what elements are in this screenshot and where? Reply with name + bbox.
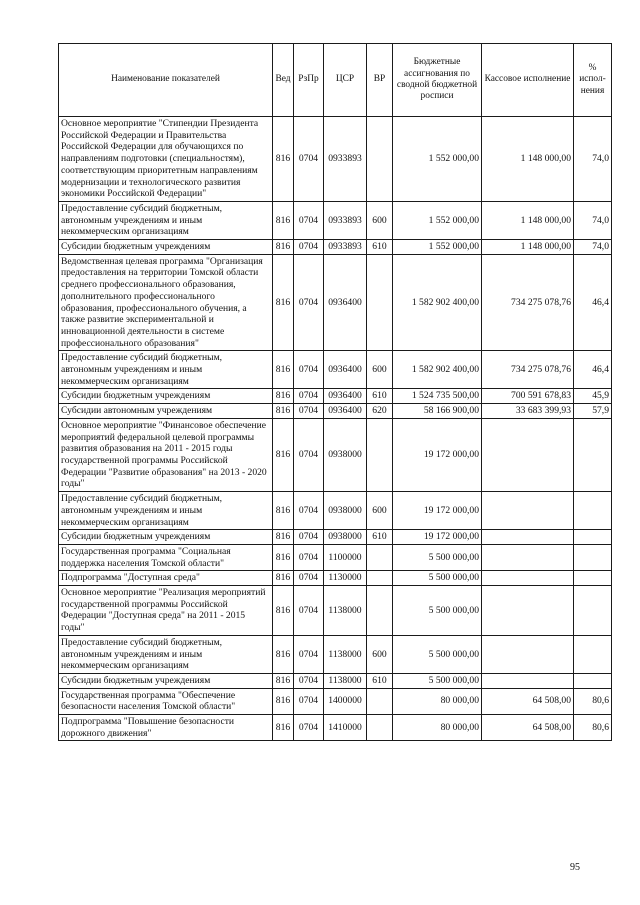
col-header-assign: Бюджетные ассигнования по сводной бюджетной росписи [393,44,482,117]
row-name: Подпрограмма "Доступная среда" [59,571,273,586]
row-ved: 816 [273,117,294,202]
row-assign: 1 552 000,00 [393,201,482,239]
row-vr [367,688,393,714]
table-row [59,418,612,491]
row-rzpr: 0704 [294,530,324,545]
row-vr [367,715,393,741]
row-exec [482,530,574,545]
row-vr: 620 [367,404,393,419]
row-exec [482,418,574,491]
row-assign: 19 172 000,00 [393,418,482,491]
table-row [59,673,612,688]
row-name: Субсидии бюджетным учреждениям [59,389,273,404]
row-name: Предоставление субсидий бюджетным, автономным учреждениям и иным некоммерческим организациям [59,492,273,530]
row-pct: 45,9 [574,389,612,404]
table-row [59,404,612,419]
row-exec: 64 508,00 [482,715,574,741]
table-row [59,586,612,636]
row-exec [482,492,574,530]
table-row [59,571,612,586]
row-pct [574,673,612,688]
row-ved: 816 [273,530,294,545]
row-csr: 0933893 [324,240,367,255]
row-name: Государственная программа "Обеспечение безопасности населения Томской области" [59,688,273,714]
row-exec: 700 591 678,83 [482,389,574,404]
table-row [59,389,612,404]
row-vr: 610 [367,673,393,688]
row-csr: 0933893 [324,117,367,202]
row-csr: 0936400 [324,404,367,419]
row-rzpr: 0704 [294,201,324,239]
row-vr: 610 [367,240,393,255]
row-vr [367,544,393,570]
row-exec: 734 275 078,76 [482,351,574,389]
row-pct [574,544,612,570]
table-row [59,544,612,570]
row-ved: 816 [273,635,294,673]
row-rzpr: 0704 [294,492,324,530]
row-assign: 5 500 000,00 [393,673,482,688]
row-exec [482,544,574,570]
row-rzpr: 0704 [294,673,324,688]
table-row [59,351,612,389]
row-ved: 816 [273,586,294,636]
row-vr: 610 [367,530,393,545]
row-exec: 1 148 000,00 [482,240,574,255]
row-csr: 1130000 [324,571,367,586]
row-assign: 5 500 000,00 [393,544,482,570]
row-ved: 816 [273,544,294,570]
row-rzpr: 0704 [294,544,324,570]
row-exec: 64 508,00 [482,688,574,714]
row-vr [367,254,393,351]
row-rzpr: 0704 [294,351,324,389]
row-vr: 600 [367,201,393,239]
row-name: Предоставление субсидий бюджетным, автономным учреждениям и иным некоммерческим организациям [59,635,273,673]
row-vr: 600 [367,492,393,530]
row-exec: 33 683 399,93 [482,404,574,419]
table-row [59,117,612,202]
row-vr: 610 [367,389,393,404]
row-name: Основное мероприятие "Финансовое обеспечение мероприятий федеральной целевой программы развития образования на 2011 - 2015 годы государственной программы Российской Федерации "Развитие образования" на 2013 - 2020 годы" [59,418,273,491]
row-csr: 0936400 [324,254,367,351]
header-row [59,44,612,117]
row-pct [574,635,612,673]
row-rzpr: 0704 [294,240,324,255]
col-header-pct: % испол-нения [574,44,612,117]
table-row [59,715,612,741]
row-ved: 816 [273,492,294,530]
row-ved: 816 [273,418,294,491]
row-pct: 80,6 [574,715,612,741]
row-assign: 5 500 000,00 [393,571,482,586]
row-ved: 816 [273,571,294,586]
row-vr: 600 [367,351,393,389]
row-assign: 1 552 000,00 [393,117,482,202]
row-csr: 1138000 [324,586,367,636]
row-pct: 80,6 [574,688,612,714]
row-csr: 1138000 [324,635,367,673]
row-ved: 816 [273,351,294,389]
row-name: Подпрограмма "Повышение безопасности дорожного движения" [59,715,273,741]
row-exec: 734 275 078,76 [482,254,574,351]
row-name: Предоставление субсидий бюджетным, автономным учреждениям и иным некоммерческим организациям [59,201,273,239]
row-ved: 816 [273,715,294,741]
row-csr: 0938000 [324,418,367,491]
row-vr [367,418,393,491]
row-exec [482,571,574,586]
row-vr [367,586,393,636]
row-ved: 816 [273,389,294,404]
row-rzpr: 0704 [294,635,324,673]
row-csr: 0938000 [324,492,367,530]
row-ved: 816 [273,201,294,239]
row-assign: 19 172 000,00 [393,492,482,530]
row-rzpr: 0704 [294,254,324,351]
row-exec: 1 148 000,00 [482,117,574,202]
row-exec [482,586,574,636]
row-pct [574,492,612,530]
row-assign: 80 000,00 [393,715,482,741]
row-assign: 1 524 735 500,00 [393,389,482,404]
row-ved: 816 [273,673,294,688]
budget-table [58,43,612,741]
col-header-rzpr: РзПр [294,44,324,117]
table-row [59,492,612,530]
row-exec [482,635,574,673]
row-assign: 19 172 000,00 [393,530,482,545]
row-name: Основное мероприятие "Стипендии Президента Российской Федерации и Правительства Российской Федерации для обучающихся по направлениям подготовки (специальностям), соответствующим приоритетным направлениям модернизации и технологического развития экономики Российской Федерации" [59,117,273,202]
row-rzpr: 0704 [294,571,324,586]
page-number: 95 [570,862,580,873]
row-name: Субсидии бюджетным учреждениям [59,240,273,255]
row-assign: 1 552 000,00 [393,240,482,255]
row-pct: 46,4 [574,254,612,351]
row-rzpr: 0704 [294,715,324,741]
row-pct [574,418,612,491]
table-row [59,201,612,239]
row-name: Субсидии автономным учреждениям [59,404,273,419]
row-csr: 1410000 [324,715,367,741]
row-pct: 46,4 [574,351,612,389]
row-csr: 0936400 [324,351,367,389]
row-ved: 816 [273,688,294,714]
row-name: Основное мероприятие "Реализация мероприятий государственной программы Российской Федерации "Доступная среда" на 2011 - 2015 годы" [59,586,273,636]
row-name: Субсидии бюджетным учреждениям [59,673,273,688]
row-assign: 1 582 902 400,00 [393,254,482,351]
row-csr: 1138000 [324,673,367,688]
table-row [59,530,612,545]
row-ved: 816 [273,254,294,351]
row-pct [574,571,612,586]
row-csr: 1100000 [324,544,367,570]
row-rzpr: 0704 [294,117,324,202]
row-assign: 1 582 902 400,00 [393,351,482,389]
col-header-csr: ЦСР [324,44,367,117]
row-name: Субсидии бюджетным учреждениям [59,530,273,545]
row-csr: 0936400 [324,389,367,404]
row-assign: 58 166 900,00 [393,404,482,419]
row-exec [482,673,574,688]
row-exec: 1 148 000,00 [482,201,574,239]
row-assign: 80 000,00 [393,688,482,714]
row-assign: 5 500 000,00 [393,635,482,673]
row-ved: 816 [273,404,294,419]
row-pct [574,586,612,636]
row-vr [367,117,393,202]
row-ved: 816 [273,240,294,255]
row-rzpr: 0704 [294,404,324,419]
row-pct: 74,0 [574,201,612,239]
table-row [59,635,612,673]
row-name: Государственная программа "Социальная поддержка населения Томской области" [59,544,273,570]
row-pct: 74,0 [574,117,612,202]
col-header-exec: Кассовое исполнение [482,44,574,117]
row-pct: 57,9 [574,404,612,419]
table-row [59,240,612,255]
row-csr: 0933893 [324,201,367,239]
row-vr: 600 [367,635,393,673]
col-header-name: Наименование показателей [59,44,273,117]
row-pct: 74,0 [574,240,612,255]
row-csr: 1400000 [324,688,367,714]
row-assign: 5 500 000,00 [393,586,482,636]
row-rzpr: 0704 [294,688,324,714]
col-header-ved: Вед [273,44,294,117]
row-name: Ведомственная целевая программа "Организация предоставления на территории Томской области среднего профессионального образования, дополнительного профессионального образования, профессионального обучения, а также развитие экспериментальной и инновационной деятельности в системе профессионального образования" [59,254,273,351]
table-row [59,254,612,351]
table-row [59,688,612,714]
row-rzpr: 0704 [294,586,324,636]
row-pct [574,530,612,545]
row-rzpr: 0704 [294,389,324,404]
table-body [59,117,612,741]
row-vr [367,571,393,586]
row-name: Предоставление субсидий бюджетным, автономным учреждениям и иным некоммерческим организациям [59,351,273,389]
col-header-vr: ВР [367,44,393,117]
row-rzpr: 0704 [294,418,324,491]
row-csr: 0938000 [324,530,367,545]
